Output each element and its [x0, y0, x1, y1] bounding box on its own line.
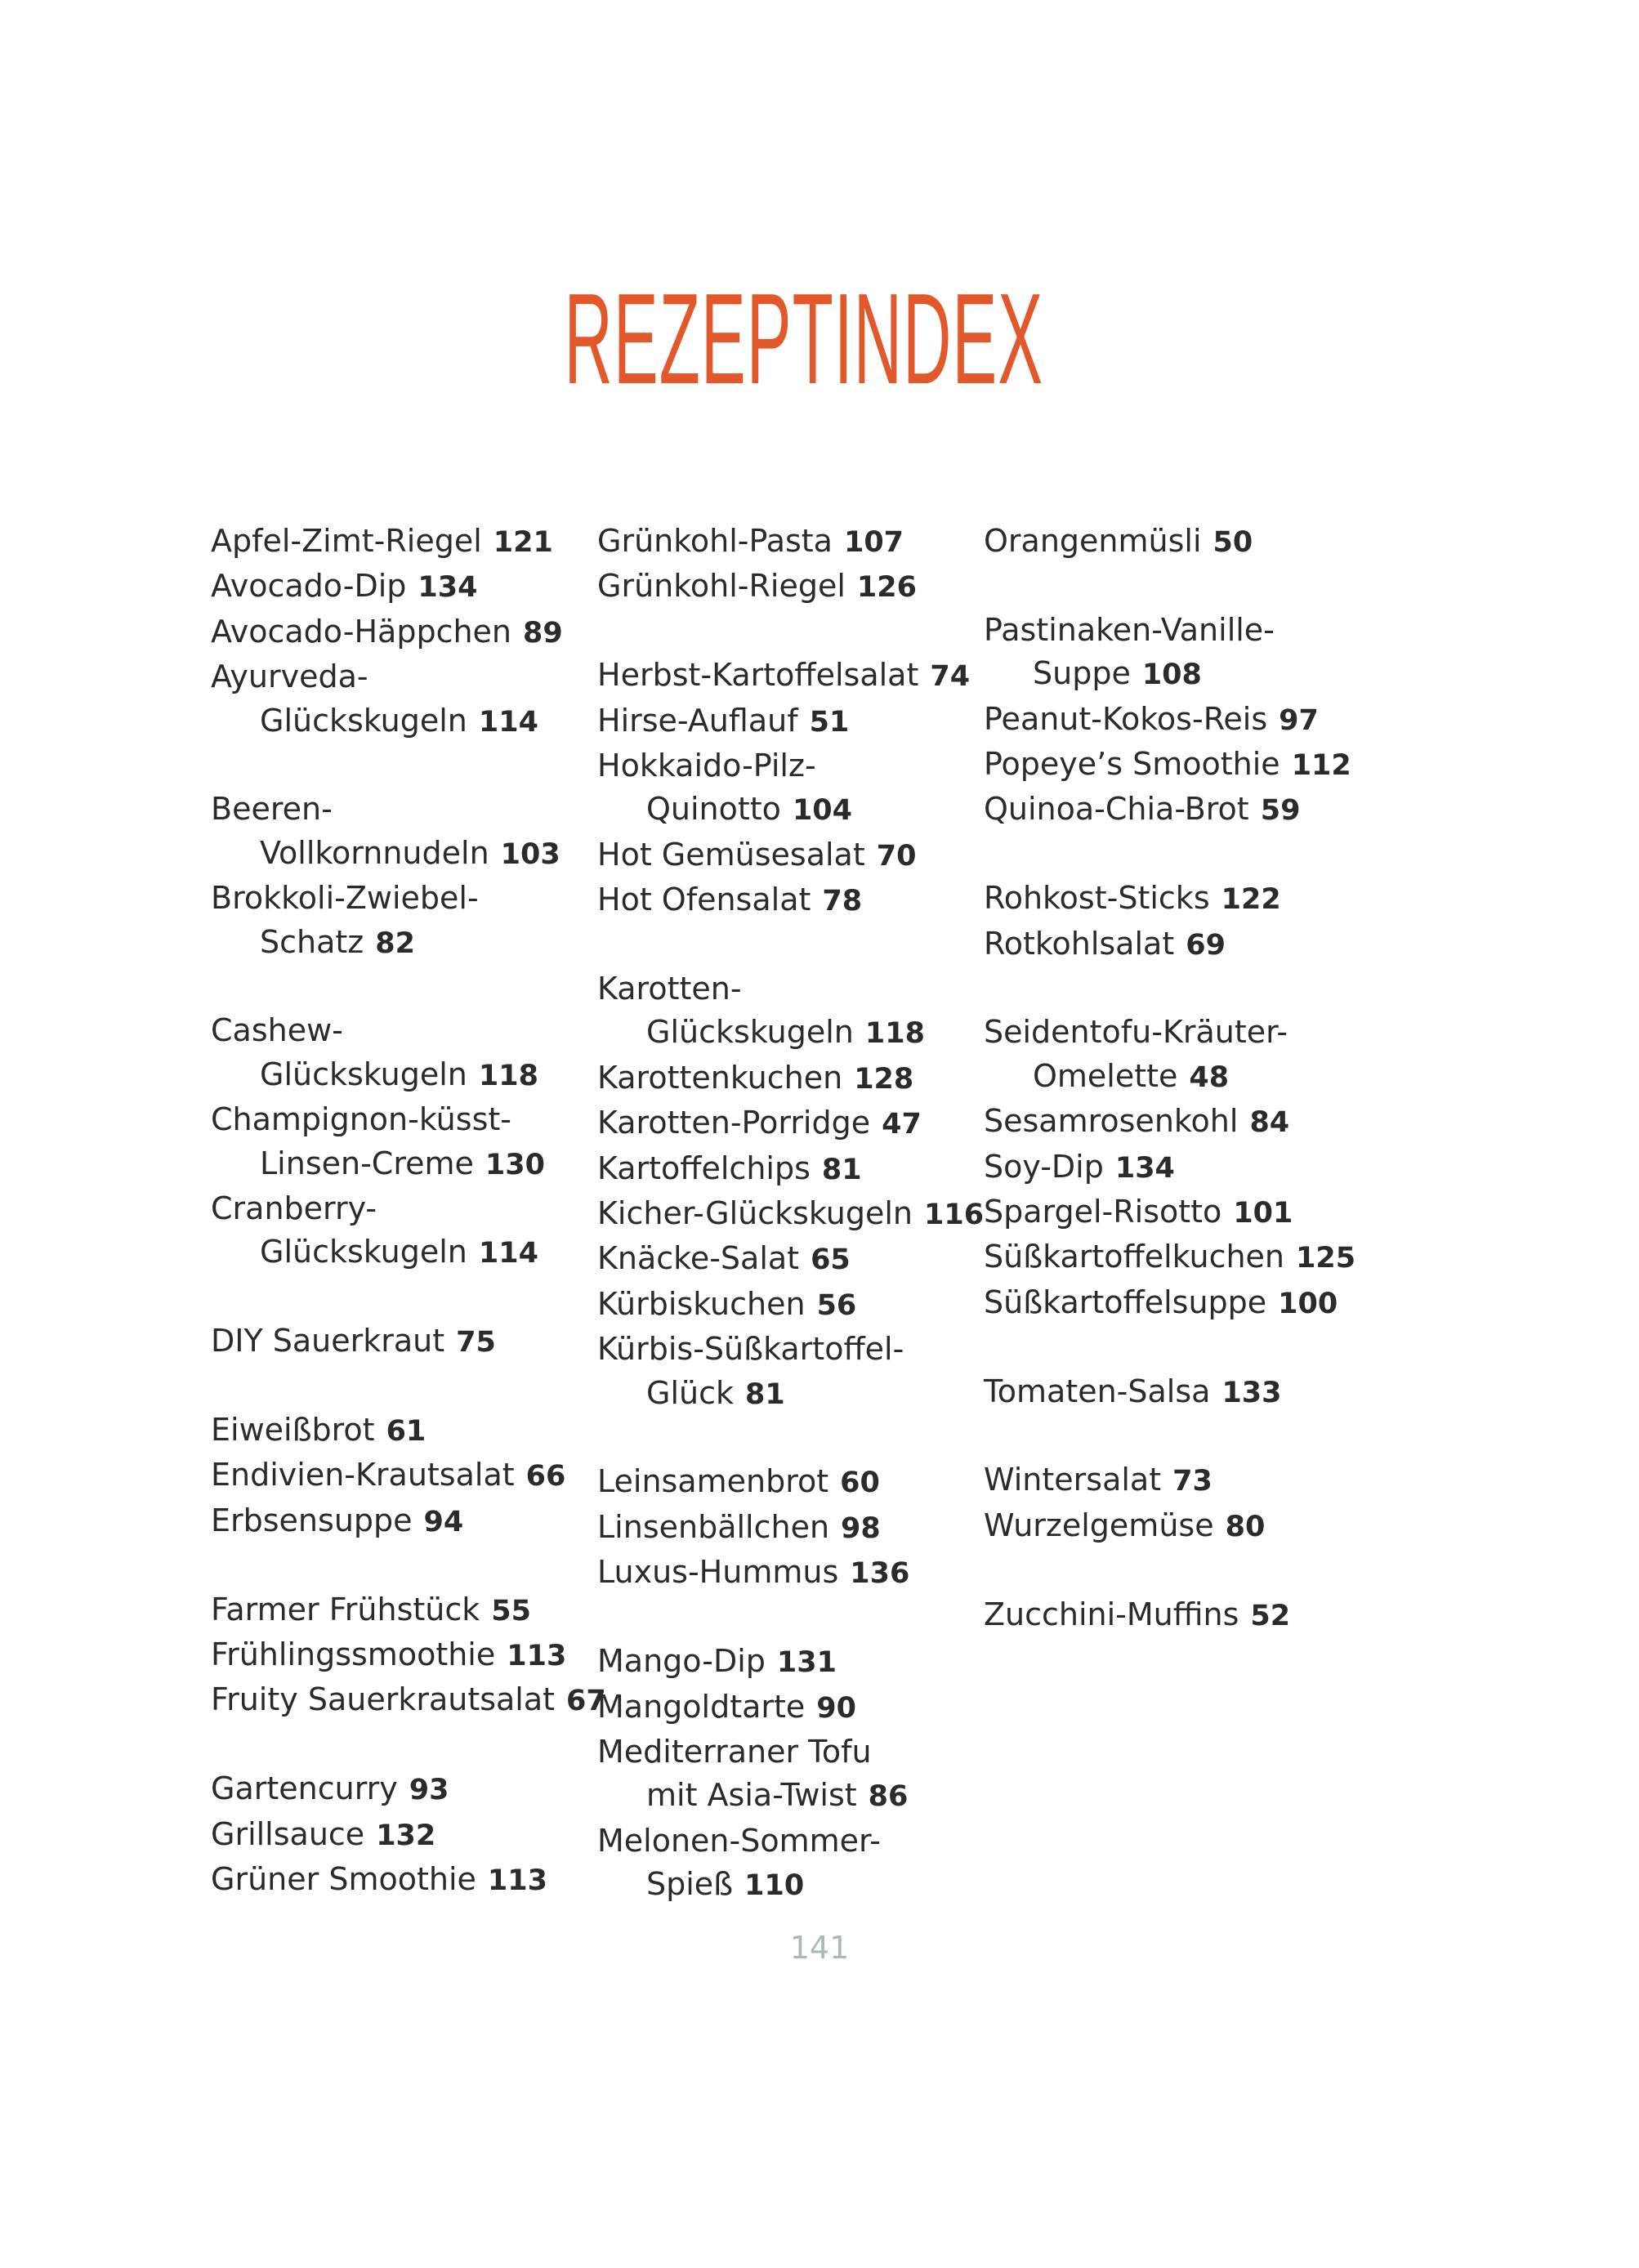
page-ref: 134	[1114, 1151, 1175, 1185]
recipe-name: Zucchini-Muffins	[984, 1596, 1239, 1632]
index-entry	[211, 788, 587, 877]
index-entry	[984, 1504, 1360, 1549]
index-entry	[597, 967, 973, 1056]
section-gap	[211, 1365, 587, 1409]
page-ref: 78	[822, 885, 863, 918]
recipe-name: Mangoldtarte	[597, 1688, 806, 1725]
index-entry	[984, 1190, 1360, 1235]
index-entry	[597, 1283, 973, 1328]
recipe-name: Beeren-	[211, 791, 333, 828]
recipe-name: Spargel-Risotto	[984, 1194, 1222, 1230]
page-ref: 130	[485, 1148, 545, 1181]
recipe-name: Wurzelgemüse	[984, 1507, 1214, 1543]
page-ref: 128	[854, 1062, 914, 1096]
recipe-name: Leinsamenbrot	[597, 1463, 829, 1500]
page-ref: 110	[744, 1869, 805, 1903]
index-column-3	[984, 520, 1360, 1638]
recipe-name: Endivien-Krautsalat	[211, 1457, 515, 1493]
index-entry	[211, 1588, 587, 1633]
recipe-name: Kicher-Glückskugeln	[597, 1195, 913, 1232]
index-entry	[984, 698, 1360, 743]
index-entry	[597, 699, 973, 744]
recipe-name-continued: Glückskugeln 114	[260, 1234, 538, 1270]
recipe-name: Karotten-	[597, 971, 742, 1007]
index-entry	[597, 1819, 973, 1909]
page-ref: 73	[1172, 1465, 1213, 1498]
page-ref: 60	[840, 1467, 880, 1500]
page-ref: 118	[478, 1059, 538, 1092]
page-ref: 134	[418, 571, 478, 605]
page-ref: 69	[1186, 928, 1226, 962]
recipe-name: Rohkost-Sticks	[984, 880, 1210, 917]
index-entry	[211, 1453, 587, 1498]
recipe-name: Farmer Frühstück	[211, 1591, 480, 1627]
page-ref: 82	[375, 926, 415, 960]
recipe-name: Cashew-	[211, 1012, 343, 1049]
section-gap	[211, 1724, 587, 1767]
page-ref: 114	[478, 1237, 538, 1270]
recipe-name: Popeye’s Smoothie	[984, 746, 1280, 783]
page-ref: 81	[745, 1377, 785, 1411]
recipe-name: Karottenkuchen	[597, 1059, 843, 1096]
recipe-name: Seidentofu-Kräuter-	[984, 1014, 1288, 1051]
recipe-name: Hokkaido-Pilz-	[597, 748, 816, 784]
section-gap	[597, 610, 973, 654]
section-gap	[597, 1596, 973, 1640]
recipe-name: Pastinaken-Vanille-	[984, 611, 1275, 648]
index-entry	[211, 1409, 587, 1453]
page-ref: 101	[1233, 1197, 1293, 1230]
section-gap	[984, 1415, 1360, 1458]
recipe-name-continued: Schatz 82	[260, 923, 415, 960]
page-ref: 93	[409, 1774, 449, 1807]
index-entry	[211, 565, 587, 609]
index-entry	[211, 1858, 587, 1903]
recipe-name-continued: Vollkornnudeln 103	[260, 834, 560, 871]
index-entry	[211, 655, 587, 744]
recipe-name: Soy-Dip	[984, 1148, 1104, 1185]
page-ref: 66	[525, 1460, 566, 1493]
index-entry	[211, 1678, 606, 1723]
page-ref: 55	[491, 1594, 531, 1627]
index-entry	[984, 520, 1360, 565]
index-entry	[984, 609, 1360, 698]
index-entry	[211, 610, 587, 655]
index-entry	[211, 1767, 587, 1812]
recipe-name: Kürbiskuchen	[597, 1285, 806, 1322]
page-ref: 94	[423, 1505, 464, 1538]
page-ref: 113	[507, 1640, 567, 1673]
recipe-name: Linsenbällchen	[597, 1508, 830, 1545]
page-ref: 65	[811, 1243, 851, 1277]
recipe-name: Apfel-Zimt-Riegel	[211, 523, 482, 559]
page-ref: 136	[850, 1557, 910, 1591]
recipe-name: Hot Ofensalat	[597, 882, 811, 918]
recipe-name: Mediterraner Tofu	[597, 1733, 872, 1770]
page-ref: 114	[478, 705, 538, 739]
recipe-name: Avocado-Dip	[211, 568, 407, 605]
recipe-name-continued: Suppe 108	[1033, 655, 1202, 692]
recipe-name-continued: Glückskugeln 114	[260, 702, 538, 739]
section-gap	[984, 1549, 1360, 1592]
page-ref: 89	[523, 616, 563, 650]
section-gap	[984, 565, 1360, 608]
page-ref: 80	[1225, 1510, 1266, 1543]
page-ref: 51	[809, 705, 850, 739]
page-ref: 113	[487, 1864, 547, 1898]
index-entry	[597, 833, 973, 878]
recipe-name: Luxus-Hummus	[597, 1554, 839, 1591]
page-ref: 132	[376, 1819, 436, 1852]
page-ref: 59	[1260, 794, 1301, 828]
recipe-name: Rotkohlsalat	[984, 925, 1175, 962]
section-gap	[984, 1326, 1360, 1369]
index-entry	[597, 1506, 973, 1551]
recipe-name: Orangenmüsli	[984, 523, 1202, 559]
index-entry	[211, 1009, 587, 1098]
recipe-name: Süßkartoffelsuppe	[984, 1284, 1267, 1320]
index-entry	[211, 1633, 587, 1678]
index-column-2	[597, 520, 985, 1909]
recipe-name: Eiweißbrot	[211, 1412, 375, 1449]
page-ref: 116	[923, 1199, 985, 1232]
page-ref: 133	[1221, 1376, 1282, 1409]
page-ref: 56	[816, 1288, 857, 1322]
index-entry	[211, 877, 587, 966]
recipe-name: Ayurveda-	[211, 659, 368, 695]
recipe-name: Peanut-Kokos-Reis	[984, 700, 1268, 737]
recipe-name: Quinoa-Chia-Brot	[984, 791, 1249, 828]
recipe-name: Grünkohl-Pasta	[597, 523, 833, 559]
page-ref: 103	[500, 837, 560, 871]
index-entry	[597, 1460, 973, 1505]
index-entry	[597, 1328, 973, 1417]
index-column-1	[211, 520, 606, 1904]
recipe-name-continued: Spieß 110	[646, 1866, 805, 1903]
recipe-name-continued: Glückskugeln 118	[646, 1014, 925, 1051]
index-entry	[597, 1685, 973, 1730]
recipe-name: Avocado-Häppchen	[211, 613, 512, 650]
recipe-name-continued: Glück 81	[646, 1374, 785, 1411]
page-ref: 84	[1249, 1106, 1290, 1140]
section-gap	[211, 1276, 587, 1319]
index-entry	[211, 1098, 587, 1187]
recipe-name: Kürbis-Süßkartoffel-	[597, 1331, 904, 1368]
index-entry	[984, 1145, 1360, 1190]
index-entry	[211, 520, 587, 565]
page-ref: 61	[386, 1415, 426, 1449]
section-gap	[984, 967, 1360, 1011]
index-entry	[211, 1813, 587, 1858]
page-ref: 104	[792, 794, 852, 828]
index-entry	[597, 520, 973, 565]
recipe-name: Mango-Dip	[597, 1643, 766, 1680]
recipe-name: Grillsauce	[211, 1815, 365, 1852]
index-entry	[984, 1011, 1360, 1100]
recipe-name: Wintersalat	[984, 1462, 1162, 1498]
recipe-name: Erbsensuppe	[211, 1502, 413, 1538]
section-gap	[211, 966, 587, 1009]
page-ref: 122	[1221, 883, 1281, 917]
index-entry	[984, 1458, 1360, 1503]
index-entry	[984, 788, 1360, 833]
recipe-name: Frühlingssmoothie	[211, 1636, 496, 1673]
index-entry	[984, 877, 1360, 922]
page-ref: 47	[882, 1108, 922, 1141]
index-entry	[597, 878, 973, 923]
index-entry	[211, 1319, 587, 1364]
index-entry	[984, 743, 1360, 788]
page-ref: 90	[816, 1691, 857, 1725]
index-entry	[597, 1056, 973, 1101]
recipe-name-continued: Linsen-Creme 130	[260, 1145, 545, 1181]
index-entry	[211, 1499, 587, 1544]
recipe-name-continued: Quinotto 104	[646, 791, 852, 828]
recipe-name: Grünkohl-Riegel	[597, 568, 846, 605]
page-ref: 48	[1189, 1060, 1230, 1094]
page-ref: 67	[566, 1685, 606, 1718]
page-ref: 121	[493, 526, 553, 559]
index-entry	[597, 1147, 973, 1192]
recipe-name: Kartoffelchips	[597, 1150, 811, 1186]
index-entry	[597, 1237, 973, 1282]
index-entry	[984, 1281, 1360, 1326]
index-entry	[597, 654, 973, 699]
index-entry	[984, 1370, 1360, 1415]
recipe-name: DIY Sauerkraut	[211, 1323, 445, 1359]
recipe-name-continued: Glückskugeln 118	[260, 1056, 538, 1092]
page-ref: 98	[841, 1511, 881, 1545]
section-gap	[597, 1417, 973, 1460]
recipe-name: Herbst-Kartoffelsalat	[597, 657, 919, 694]
recipe-name-continued: mit Asia-Twist 86	[646, 1777, 909, 1814]
page-ref: 112	[1291, 749, 1351, 783]
recipe-name: Hirse-Auflauf	[597, 702, 798, 739]
page-ref: 126	[856, 571, 917, 605]
page-ref: 52	[1250, 1599, 1291, 1632]
recipe-name: Tomaten-Salsa	[984, 1373, 1211, 1409]
index-entry	[597, 1101, 973, 1146]
page-ref: 100	[1278, 1287, 1338, 1320]
index-entry	[597, 1192, 985, 1237]
page-ref: 86	[868, 1780, 909, 1814]
recipe-name: Fruity Sauerkrautsalat	[211, 1681, 556, 1718]
index-entry	[597, 1640, 973, 1685]
page-ref: 50	[1213, 526, 1253, 559]
recipe-name: Süßkartoffelkuchen	[984, 1239, 1285, 1275]
recipe-name-continued: Omelette 48	[1033, 1057, 1230, 1094]
page-title: REZEPTINDEX	[564, 267, 1044, 411]
page-ref: 74	[930, 660, 971, 694]
page-ref: 75	[456, 1326, 496, 1359]
page-ref: 97	[1279, 703, 1319, 737]
section-gap	[211, 744, 587, 788]
recipe-name: Brokkoli-Zwiebel-	[211, 880, 479, 917]
page-ref: 131	[776, 1646, 837, 1680]
recipe-name: Champignon-küsst-	[211, 1101, 511, 1138]
recipe-name: Melonen-Sommer-	[597, 1822, 881, 1859]
recipe-name: Knäcke-Salat	[597, 1240, 800, 1277]
index-entry	[597, 1730, 973, 1819]
page-ref: 125	[1296, 1242, 1356, 1275]
index-entry	[984, 1235, 1360, 1280]
recipe-name: Grüner Smoothie	[211, 1861, 476, 1898]
page-ref: 81	[821, 1153, 862, 1186]
page-number: 141	[789, 1930, 850, 1966]
index-entry	[984, 1593, 1360, 1638]
page-ref: 107	[843, 526, 904, 559]
recipe-name: Gartencurry	[211, 1770, 398, 1807]
section-gap	[984, 833, 1360, 877]
recipe-name: Karotten-Porridge	[597, 1105, 871, 1141]
page-ref: 108	[1141, 659, 1202, 692]
page-ref: 70	[876, 839, 917, 873]
index-entry	[597, 1551, 973, 1596]
section-gap	[211, 1544, 587, 1587]
recipe-name: Cranberry-	[211, 1190, 377, 1227]
index-entry	[984, 1100, 1360, 1145]
index-entry	[984, 922, 1360, 967]
index-entry	[597, 744, 973, 833]
section-gap	[597, 924, 973, 967]
index-entry	[597, 565, 973, 609]
recipe-name: Hot Gemüsesalat	[597, 836, 865, 873]
recipe-name: Sesamrosenkohl	[984, 1103, 1239, 1140]
index-entry	[211, 1187, 587, 1276]
page-ref: 118	[864, 1017, 925, 1051]
